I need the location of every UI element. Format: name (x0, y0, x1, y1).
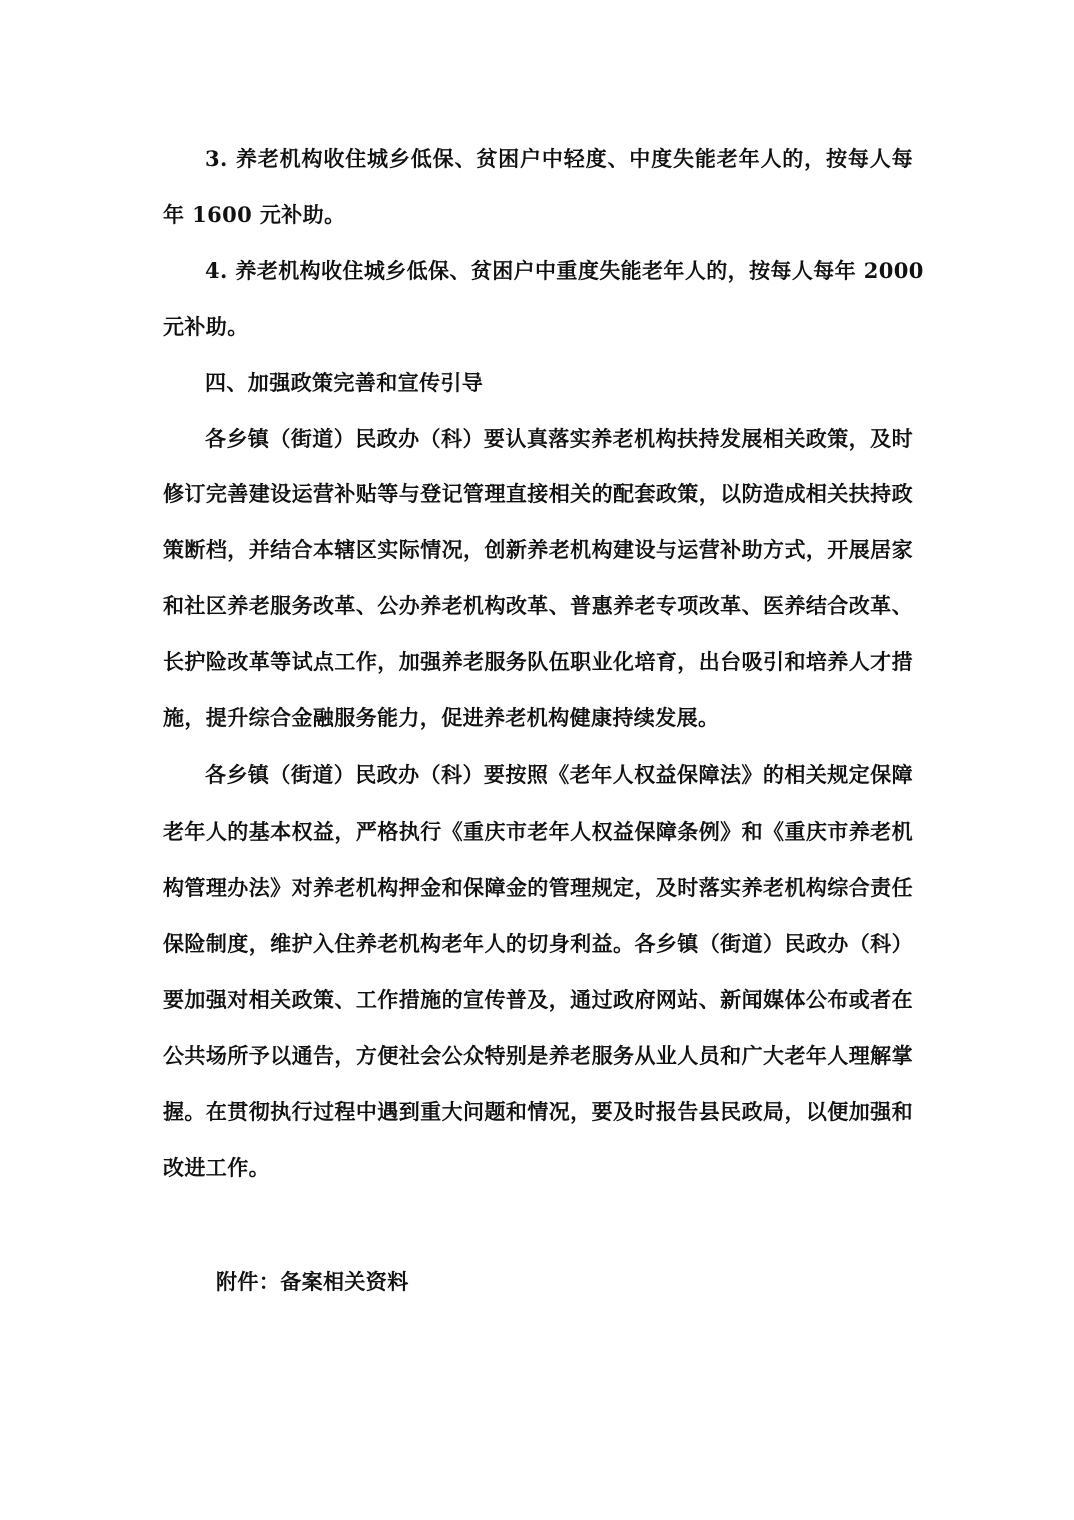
section-heading: 四、加强政策完善和宣传引导 (205, 370, 484, 395)
text-line-para1-5: 长护险改革等试点工作，加强养老服务队伍职业化培育，出台吸引和培养人才措 (163, 649, 913, 674)
text-line-item4-b: 元补助。 (163, 314, 249, 339)
text-line-para2-5: 要加强对相关政策、工作措施的宣传普及，通过政府网站、新闻媒体公布或者在 (163, 987, 913, 1012)
text-line-para2-2: 老年人的基本权益，严格执行《重庆市老年人权益保障条例》和《重庆市养老机 (163, 819, 913, 844)
text-line-para2-6: 公共场所予以通告，方便社会公众特别是养老服务从业人员和广大老年人理解掌 (163, 1043, 913, 1068)
text-line-para2-3: 构管理办法》对养老机构押金和保障金的管理规定，及时落实养老机构综合责任 (163, 875, 913, 900)
text-line-para2-7: 握。在贯彻执行过程中遇到重大问题和情况，要及时报告县民政局，以便加强和 (163, 1099, 913, 1124)
text-line-para1-6: 施，提升综合金融服务能力，促进养老机构健康持续发展。 (163, 705, 720, 730)
attachment-note: 附件：备案相关资料 (216, 1269, 409, 1294)
text-line-item3-a: 3. 养老机构收住城乡低保、贫困户中轻度、中度失能老年人的，按每人每 (205, 146, 913, 171)
text-line-para1-2: 修订完善建设运营补贴等与登记管理直接相关的配套政策，以防造成相关扶持政 (163, 481, 913, 506)
text-line-para1-1: 各乡镇（街道）民政办（科）要认真落实养老机构扶持发展相关政策，及时 (205, 426, 913, 451)
text-line-para2-8: 改进工作。 (163, 1155, 270, 1180)
text-line-para1-3: 策断档，并结合本辖区实际情况，创新养老机构建设与运营补助方式，开展居家 (163, 537, 913, 562)
text-line-item3-b: 年 1600 元补助。 (163, 202, 346, 227)
text-line-para2-4: 保险制度，维护入住养老机构老年人的切身利益。各乡镇（街道）民政办（科） (163, 931, 913, 956)
text-line-item4-a: 4. 养老机构收住城乡低保、贫困户中重度失能老年人的，按每人每年 2000 (205, 258, 924, 283)
text-line-para2-1: 各乡镇（街道）民政办（科）要按照《老年人权益保障法》的相关规定保障 (205, 762, 913, 787)
text-line-para1-4: 和社区养老服务改革、公办养老机构改革、普惠养老专项改革、医养结合改革、 (163, 593, 913, 618)
